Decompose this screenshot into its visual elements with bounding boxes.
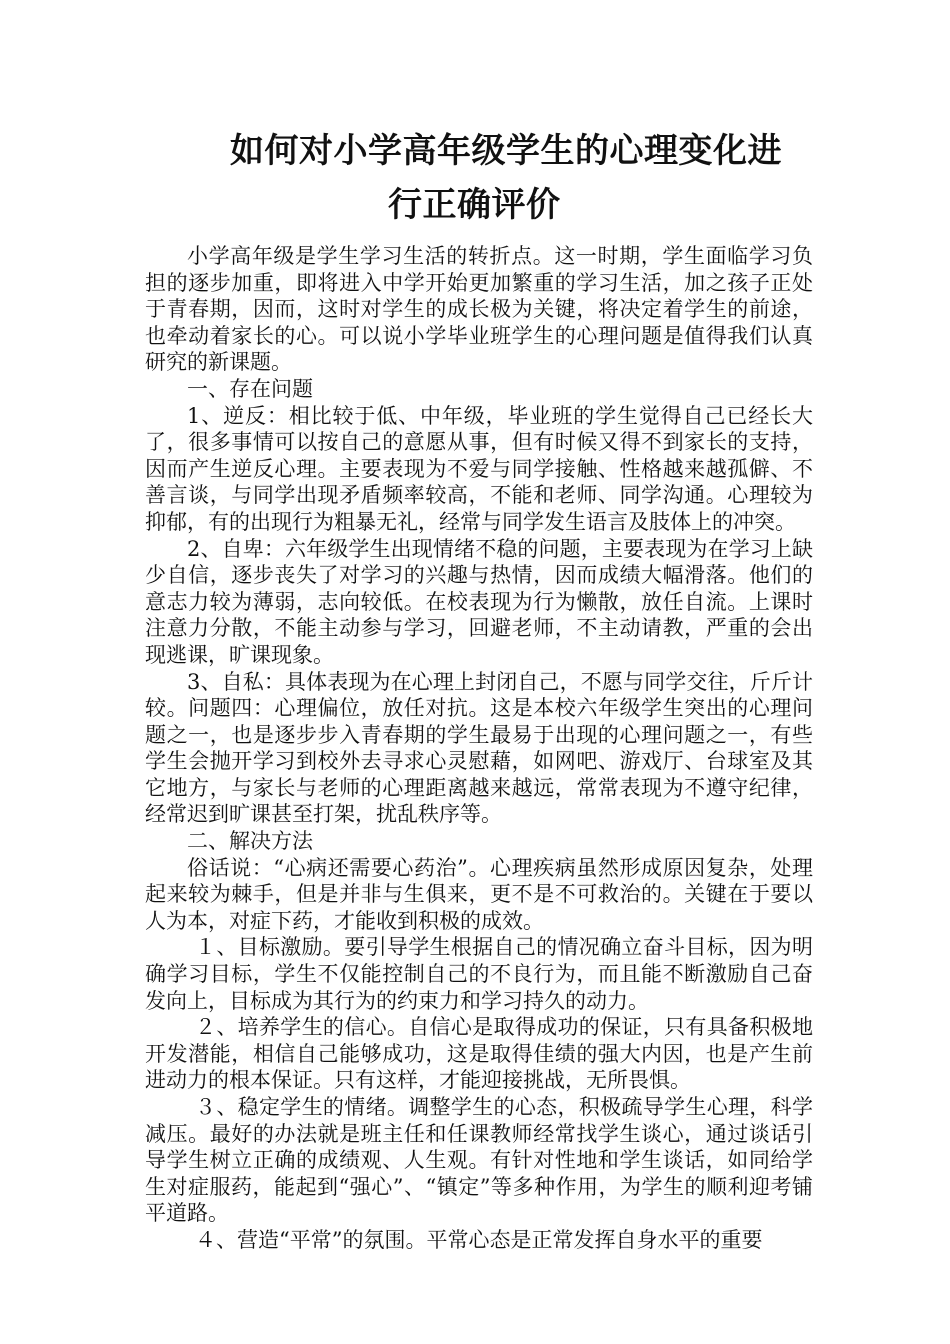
paragraph-atmosphere: ４、营造“平常”的氛围。平常心态是正常发挥自身水平的重要 [195, 1227, 763, 1252]
paragraph-selfishness: 3、自私：具体表现为在心理上封闭自己，不愿与同学交往，斤斤计较。问题四：心理偏位，放任对抗。这是本校六年级学生突出的心理问题之一，也是逐步步入青春期的学生最易于出现的心理问题之一，有些学生会抛开学习到校外去寻求心灵慰藉，如网吧、游戏厅、台球室及其它地方，与家长与老师的心理距离越来越远，常常表现为不遵守纪律，经常迟到旷课甚至打架，扰乱秩序等。 [145, 669, 813, 827]
document-body [145, 243, 813, 1254]
document-title-line-2: 行正确评价 [388, 185, 561, 225]
paragraph-confidence: ２、培养学生的信心。自信心是取得成功的保证，只有具备积极地开发潜能，相信自己能够成功，这是取得佳绩的强大内因，也是产生前进动力的根本保证。只有这样，才能迎接挑战，无所畏惧。 [145, 1015, 813, 1093]
section-heading-problems: 一、存在问题 [187, 376, 313, 401]
document-title-line-1: 如何对小学高年级学生的心理变化进 [230, 131, 782, 171]
paragraph-emotion: ３、稳定学生的情绪。调整学生的心态，积极疏导学生心理，科学减压。最好的办法就是班主任和任课教师经常找学生谈心，通过谈话引导学生树立正确的成绩观、人生观。有针对性地和学生谈话，如同给学生对症服药，能起到“强心”、“镇定”等多种作用，为学生的顺利迎考铺平道路。 [145, 1095, 813, 1226]
paragraph-proverb: 俗话说：“心病还需要心药治”。心理疾病虽然形成原因复杂，处理起来较为棘手，但是并非与生俱来，更不是不可救治的。关键在于要以人为本，对症下药，才能收到积极的成效。 [145, 855, 813, 933]
section-heading-solutions: 二、解决方法 [187, 829, 313, 854]
paragraph-rebellion: 1、逆反：相比较于低、中年级，毕业班的学生觉得自己已经长大了，很多事情可以按自己的意愿从事，但有时候又得不到家长的支持，因而产生逆反心理。主要表现为不爱与同学接触、性格越来越孤僻、不善言谈，与同学出现矛盾频率较高，不能和老师、同学沟通。心理较为抑郁，有的出现行为粗暴无礼，经常与同学发生语言及肢体上的冲突。 [145, 403, 813, 534]
paragraph-inferiority: 2、自卑：六年级学生出现情绪不稳的问题，主要表现为在学习上缺少自信，逐步丧失了对学习的兴趣与热情，因而成绩大幅滑落。他们的意志力较为薄弱，志向较低。在校表现为行为懒散，放任自流。上课时注意力分散，不能主动参与学习，回避老师，不主动请教，严重的会出现逃课，旷课现象。 [145, 536, 813, 667]
paragraph-goal-motivation: １、目标激励。要引导学生根据自己的情况确立奋斗目标，因为明确学习目标，学生不仅能控制自己的不良行为，而且能不断激励自己奋发向上，目标成为其行为的约束力和学习持久的动力。 [145, 935, 813, 1013]
intro-paragraph: 小学高年级是学生学习生活的转折点。这一时期，学生面临学习负担的逐步加重，即将进入中学开始更加繁重的学习生活，加之孩子正处于青春期，因而，这时对学生的成长极为关键，将决定着学生的前途，也牵动着家长的心。可以说小学毕业班学生的心理问题是值得我们认真研究的新课题。 [145, 244, 813, 375]
